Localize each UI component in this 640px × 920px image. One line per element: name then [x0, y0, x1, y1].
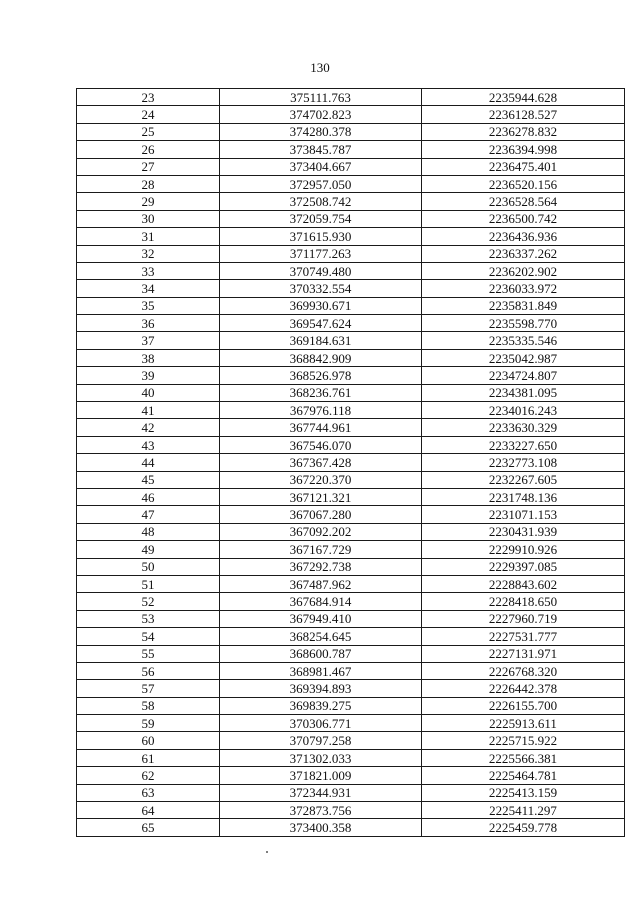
table-row	[77, 106, 625, 123]
table-row	[77, 575, 625, 592]
x-coordinate-cell: 370797.258	[220, 732, 422, 749]
table-row	[77, 210, 625, 227]
point-number-cell: 65	[77, 819, 220, 836]
y-coordinate-cell: 2236394.998	[422, 141, 625, 158]
point-number-cell: 53	[77, 610, 220, 627]
x-coordinate-cell: 367092.202	[220, 523, 422, 540]
y-coordinate-cell: 2225566.381	[422, 749, 625, 766]
x-coordinate-cell: 373845.787	[220, 141, 422, 158]
x-coordinate-cell: 369184.631	[220, 332, 422, 349]
point-number-cell: 26	[77, 141, 220, 158]
y-coordinate-cell: 2236520.156	[422, 175, 625, 192]
y-coordinate-cell: 2233630.329	[422, 419, 625, 436]
table-row	[77, 488, 625, 505]
x-coordinate-cell: 367292.738	[220, 558, 422, 575]
y-coordinate-cell: 2226155.700	[422, 697, 625, 714]
y-coordinate-cell: 2236500.742	[422, 210, 625, 227]
point-number-cell: 39	[77, 367, 220, 384]
table-row	[77, 697, 625, 714]
y-coordinate-cell: 2227131.971	[422, 645, 625, 662]
table-row	[77, 767, 625, 784]
y-coordinate-cell: 2234724.807	[422, 367, 625, 384]
point-number-cell: 64	[77, 802, 220, 819]
y-coordinate-cell: 2225913.611	[422, 715, 625, 732]
x-coordinate-cell: 368236.761	[220, 384, 422, 401]
y-coordinate-cell: 2234381.095	[422, 384, 625, 401]
x-coordinate-cell: 367744.961	[220, 419, 422, 436]
point-number-cell: 23	[77, 89, 220, 106]
x-coordinate-cell: 372873.756	[220, 802, 422, 819]
table-row	[77, 593, 625, 610]
point-number-cell: 50	[77, 558, 220, 575]
table-row	[77, 419, 625, 436]
table-row	[77, 523, 625, 540]
table-row	[77, 349, 625, 366]
x-coordinate-cell: 371821.009	[220, 767, 422, 784]
point-number-cell: 56	[77, 662, 220, 679]
point-number-cell: 59	[77, 715, 220, 732]
table-row	[77, 245, 625, 262]
table-row	[77, 175, 625, 192]
point-number-cell: 58	[77, 697, 220, 714]
table-row	[77, 471, 625, 488]
table-row	[77, 680, 625, 697]
y-coordinate-cell: 2232773.108	[422, 454, 625, 471]
table-row	[77, 558, 625, 575]
point-number-cell: 31	[77, 228, 220, 245]
x-coordinate-cell: 368254.645	[220, 628, 422, 645]
y-coordinate-cell: 2225464.781	[422, 767, 625, 784]
x-coordinate-cell: 368981.467	[220, 662, 422, 679]
table-row	[77, 89, 625, 106]
point-number-cell: 55	[77, 645, 220, 662]
coordinate-table-body	[77, 89, 625, 837]
table-row	[77, 819, 625, 836]
x-coordinate-cell: 372508.742	[220, 193, 422, 210]
point-number-cell: 38	[77, 349, 220, 366]
y-coordinate-cell: 2236202.902	[422, 262, 625, 279]
point-number-cell: 63	[77, 784, 220, 801]
x-coordinate-cell: 369930.671	[220, 297, 422, 314]
x-coordinate-cell: 369394.893	[220, 680, 422, 697]
y-coordinate-cell: 2229397.085	[422, 558, 625, 575]
y-coordinate-cell: 2233227.650	[422, 436, 625, 453]
table-row	[77, 367, 625, 384]
y-coordinate-cell: 2234016.243	[422, 402, 625, 419]
point-number-cell: 28	[77, 175, 220, 192]
x-coordinate-cell: 370306.771	[220, 715, 422, 732]
y-coordinate-cell: 2229910.926	[422, 541, 625, 558]
point-number-cell: 36	[77, 315, 220, 332]
point-number-cell: 30	[77, 210, 220, 227]
y-coordinate-cell: 2226442.378	[422, 680, 625, 697]
table-row	[77, 610, 625, 627]
point-number-cell: 29	[77, 193, 220, 210]
y-coordinate-cell: 2236475.401	[422, 158, 625, 175]
point-number-cell: 60	[77, 732, 220, 749]
table-row	[77, 228, 625, 245]
table-row	[77, 297, 625, 314]
point-number-cell: 54	[77, 628, 220, 645]
y-coordinate-cell: 2230431.939	[422, 523, 625, 540]
table-row	[77, 436, 625, 453]
x-coordinate-cell: 370332.554	[220, 280, 422, 297]
x-coordinate-cell: 368526.978	[220, 367, 422, 384]
y-coordinate-cell: 2236128.527	[422, 106, 625, 123]
x-coordinate-cell: 374702.823	[220, 106, 422, 123]
x-coordinate-cell: 372344.931	[220, 784, 422, 801]
y-coordinate-cell: 2235944.628	[422, 89, 625, 106]
point-number-cell: 46	[77, 488, 220, 505]
table-row	[77, 784, 625, 801]
table-row	[77, 315, 625, 332]
table-row	[77, 628, 625, 645]
point-number-cell: 52	[77, 593, 220, 610]
y-coordinate-cell: 2236033.972	[422, 280, 625, 297]
point-number-cell: 51	[77, 575, 220, 592]
page-number: 130	[310, 60, 330, 75]
table-row	[77, 749, 625, 766]
point-number-cell: 61	[77, 749, 220, 766]
y-coordinate-cell: 2236337.262	[422, 245, 625, 262]
y-coordinate-cell: 2235598.770	[422, 315, 625, 332]
y-coordinate-cell: 2235335.546	[422, 332, 625, 349]
table-row	[77, 454, 625, 471]
scan-speck	[266, 851, 268, 853]
y-coordinate-cell: 2235042.987	[422, 349, 625, 366]
point-number-cell: 37	[77, 332, 220, 349]
table-row	[77, 141, 625, 158]
point-number-cell: 47	[77, 506, 220, 523]
x-coordinate-cell: 367167.729	[220, 541, 422, 558]
point-number-cell: 49	[77, 541, 220, 558]
y-coordinate-cell: 2235831.849	[422, 297, 625, 314]
point-number-cell: 33	[77, 262, 220, 279]
x-coordinate-cell: 369839.275	[220, 697, 422, 714]
y-coordinate-cell: 2225413.159	[422, 784, 625, 801]
y-coordinate-cell: 2228843.602	[422, 575, 625, 592]
x-coordinate-cell: 367121.321	[220, 488, 422, 505]
table-row	[77, 541, 625, 558]
point-number-cell: 42	[77, 419, 220, 436]
y-coordinate-cell: 2226768.320	[422, 662, 625, 679]
point-number-cell: 40	[77, 384, 220, 401]
x-coordinate-cell: 370749.480	[220, 262, 422, 279]
point-number-cell: 35	[77, 297, 220, 314]
table-row	[77, 732, 625, 749]
x-coordinate-cell: 367949.410	[220, 610, 422, 627]
y-coordinate-cell: 2225459.778	[422, 819, 625, 836]
point-number-cell: 41	[77, 402, 220, 419]
table-row	[77, 645, 625, 662]
point-number-cell: 45	[77, 471, 220, 488]
x-coordinate-cell: 371615.930	[220, 228, 422, 245]
x-coordinate-cell: 367487.962	[220, 575, 422, 592]
y-coordinate-cell: 2225411.297	[422, 802, 625, 819]
x-coordinate-cell: 367546.070	[220, 436, 422, 453]
point-number-cell: 48	[77, 523, 220, 540]
x-coordinate-cell: 367976.118	[220, 402, 422, 419]
y-coordinate-cell: 2236278.832	[422, 123, 625, 140]
y-coordinate-cell: 2225715.922	[422, 732, 625, 749]
point-number-cell: 25	[77, 123, 220, 140]
y-coordinate-cell: 2236436.936	[422, 228, 625, 245]
x-coordinate-cell: 367367.428	[220, 454, 422, 471]
table-row	[77, 280, 625, 297]
y-coordinate-cell: 2232267.605	[422, 471, 625, 488]
coordinate-table	[76, 88, 625, 837]
x-coordinate-cell: 368600.787	[220, 645, 422, 662]
table-row	[77, 402, 625, 419]
point-number-cell: 34	[77, 280, 220, 297]
x-coordinate-cell: 367684.914	[220, 593, 422, 610]
point-number-cell: 32	[77, 245, 220, 262]
x-coordinate-cell: 371302.033	[220, 749, 422, 766]
x-coordinate-cell: 368842.909	[220, 349, 422, 366]
point-number-cell: 44	[77, 454, 220, 471]
x-coordinate-cell: 373404.667	[220, 158, 422, 175]
table-row	[77, 193, 625, 210]
table-row	[77, 123, 625, 140]
point-number-cell: 27	[77, 158, 220, 175]
x-coordinate-cell: 367067.280	[220, 506, 422, 523]
x-coordinate-cell: 372957.050	[220, 175, 422, 192]
x-coordinate-cell: 367220.370	[220, 471, 422, 488]
x-coordinate-cell: 373400.358	[220, 819, 422, 836]
x-coordinate-cell: 372059.754	[220, 210, 422, 227]
table-row	[77, 262, 625, 279]
x-coordinate-cell: 369547.624	[220, 315, 422, 332]
y-coordinate-cell: 2228418.650	[422, 593, 625, 610]
table-row	[77, 158, 625, 175]
table-row	[77, 715, 625, 732]
x-coordinate-cell: 371177.263	[220, 245, 422, 262]
table-row	[77, 662, 625, 679]
point-number-cell: 57	[77, 680, 220, 697]
point-number-cell: 62	[77, 767, 220, 784]
table-row	[77, 802, 625, 819]
x-coordinate-cell: 374280.378	[220, 123, 422, 140]
table-row	[77, 506, 625, 523]
table-row	[77, 384, 625, 401]
point-number-cell: 24	[77, 106, 220, 123]
y-coordinate-cell: 2227531.777	[422, 628, 625, 645]
y-coordinate-cell: 2236528.564	[422, 193, 625, 210]
x-coordinate-cell: 375111.763	[220, 89, 422, 106]
y-coordinate-cell: 2227960.719	[422, 610, 625, 627]
point-number-cell: 43	[77, 436, 220, 453]
y-coordinate-cell: 2231071.153	[422, 506, 625, 523]
y-coordinate-cell: 2231748.136	[422, 488, 625, 505]
table-row	[77, 332, 625, 349]
